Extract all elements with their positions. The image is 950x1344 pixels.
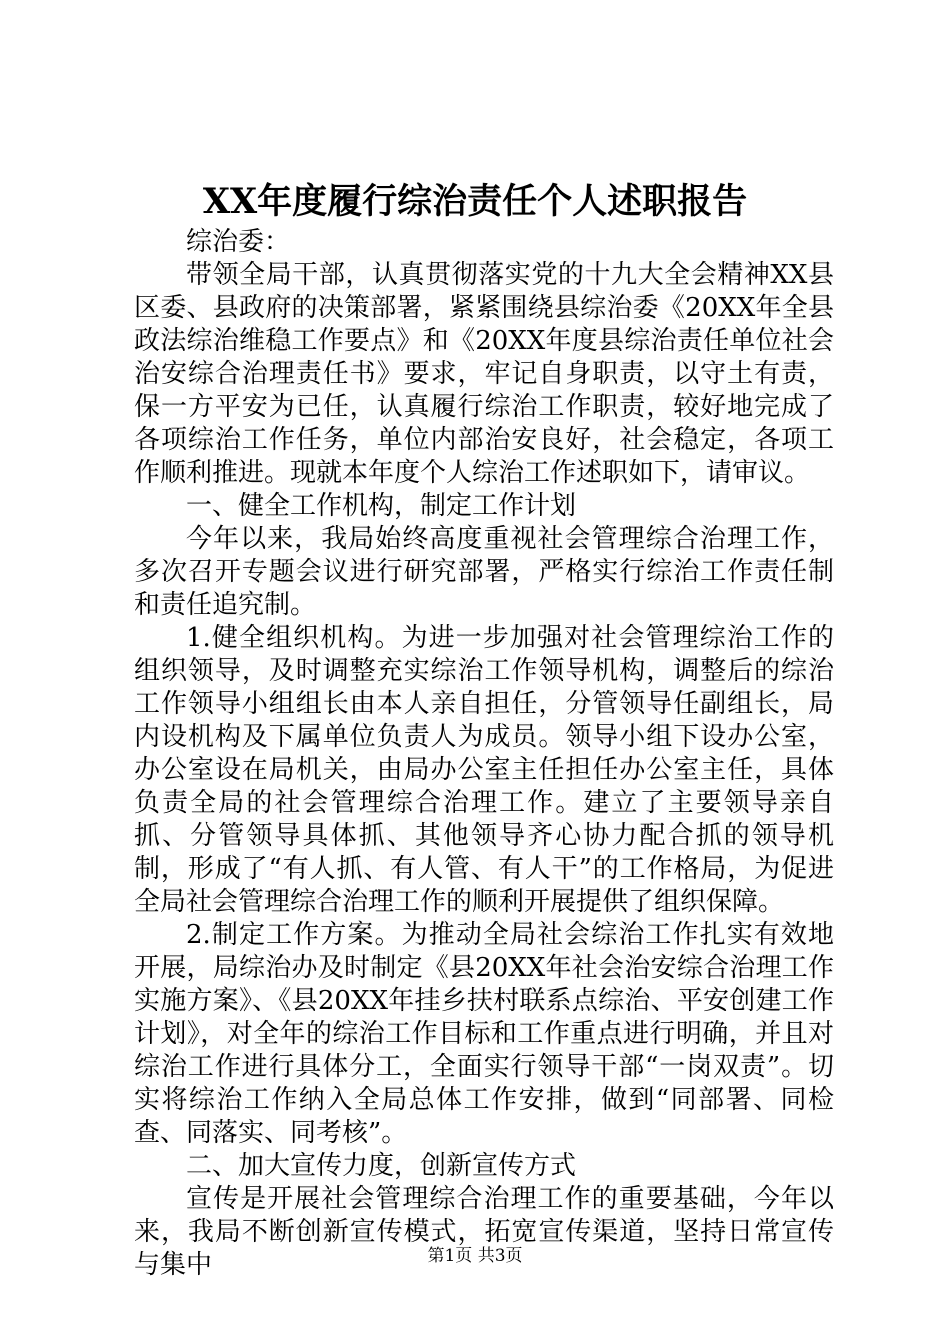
paragraph: 1.健全组织机构。为进一步加强对社会管理综治工作的组织领导，及时调整充实综治工作领导机构，调整后的综治工作领导小组组长由本人亲自担任，分管领导任副组长，局内设机构及下属单位负责人为成员。领导小组下设办公室，办公室设在局机关，由局办公室主任担任办公室主任，具体负责全局的社会管理综合治理工作。建立了主要领导亲自抓、分管领导具体抓、其他领导齐心协力配合抓的领导机制，形成了“有人抓、有人管、有人干”的工作格局，为促进全局社会管理综合治理工作的顺利开展提供了组织保障。 [134, 623, 834, 917]
intro-paragraph: 带领全局干部，认真贯彻落实党的十九大全会精神XX县区委、县政府的决策部署，紧紧围绕县综治委《20XX年全县政法综治维稳工作要点》和《20XX年度县综治责任单位社会治安综合治理责任书》要求，牢记自身职责，以守土有责，保一方平安为已任，认真履行综治工作职责，较好地完成了各项综治工作任务，单位内部治安良好，社会稳定，各项工作顺利推进。现就本年度个人综治工作述职如下，请审议。 [134, 260, 834, 488]
document-body [134, 226, 834, 1282]
document-title: XX年度履行综治责任个人述职报告 [202, 181, 748, 222]
paragraph: 2.制定工作方案。为推动全局社会综治工作扎实有效地开展，局综治办及时制定《县20XX年社会治安综合治理工作实施方案》、《县20XX年挂乡扶村联系点综治、平安创建工作计划》，对全年的综治工作目标和工作重点进行明确，并且对综治工作进行具体分工，全面实行领导干部“一岗双责”。切实将综治工作纳入全局总体工作安排，做到“同部署、同检查、同落实、同考核”。 [134, 920, 834, 1148]
paragraph: 宣传是开展社会管理综合治理工作的重要基础，今年以来，我局不断创新宣传模式，拓宽宣传渠道，坚持日常宣传与集中 [134, 1184, 834, 1280]
page-footer: 第1页 共3页 [427, 1246, 523, 1266]
salutation: 综治委： [186, 227, 291, 257]
section-heading-1: 一、健全工作机构，制定工作计划 [186, 491, 577, 521]
section-heading-2: 二、加大宣传力度，创新宣传方式 [186, 1151, 577, 1181]
paragraph: 今年以来，我局始终高度重视社会管理综合治理工作，多次召开专题会议进行研究部署，严格实行综治工作责任制和责任追究制。 [134, 524, 834, 620]
